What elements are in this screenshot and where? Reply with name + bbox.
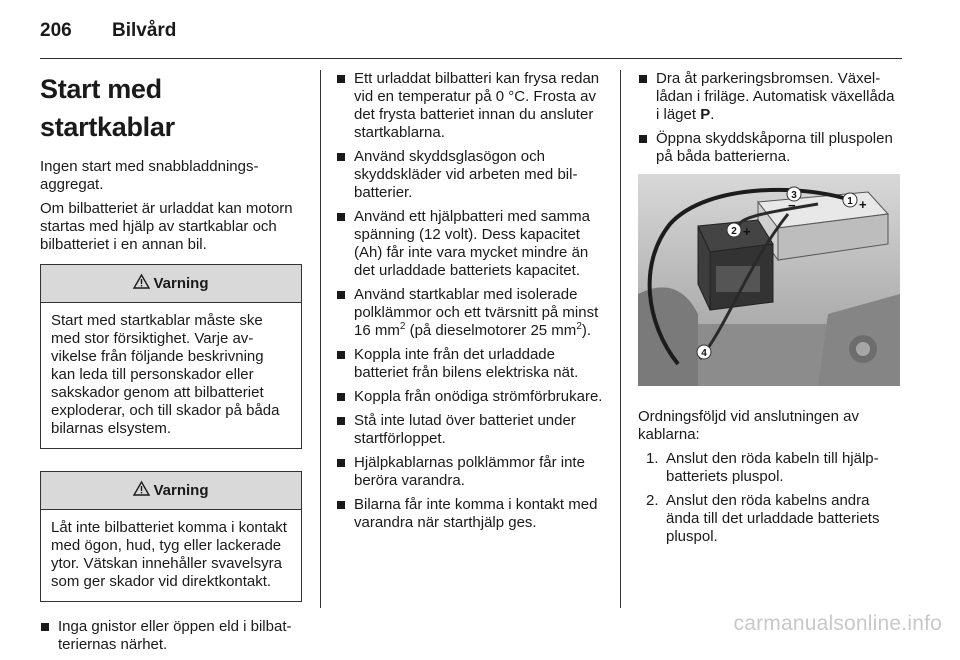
square-bullet-icon <box>639 75 647 83</box>
list-item: Öppna skyddskåporna till pluspolen på båda batterierna. <box>638 130 900 166</box>
cable-spec-text: Använd startkablar med isolerade polklämmor och ett tvärsnitt på minst 16 $mm^2$ (på dieselmotorer 25 $mm^2$). <box>354 286 599 339</box>
warning-header-1 <box>41 265 301 303</box>
list-item: Koppla inte från det urladdade batteriet från bilens elektriska nät. <box>336 346 604 382</box>
list-item: 1. Anslut den röda kabeln till hjälpbatteriets pluspol. <box>646 450 879 485</box>
square-bullet-icon <box>337 393 345 401</box>
list-item: Inga gnistor eller öppen eld i bilbatteriernas närhet. <box>40 618 302 654</box>
page-number: 206 <box>40 20 72 41</box>
list-item: Stå inte lutad över batteriet under startförloppet. <box>336 412 604 448</box>
column-divider-1 <box>320 70 321 608</box>
parking-text: Dra åt parkeringsbromsen. Växellådan i friläge. Automatisk växellåda i läget P. <box>656 70 895 123</box>
callout-2: 2 <box>731 226 737 237</box>
page-header <box>40 14 176 48</box>
warning-header-2 <box>41 472 301 510</box>
list-item: 2. Anslut den röda kabelns andra ända till det urladdade batteriets pluspol. <box>646 492 880 545</box>
list-item <box>638 70 900 124</box>
list-item: Koppla från onödiga strömförbrukare. <box>336 388 604 406</box>
column-2 <box>336 70 604 538</box>
watermark: carmanualsonline.info <box>733 612 942 635</box>
warning-triangle-icon <box>133 274 150 293</box>
header-rule <box>40 58 902 59</box>
callout-4: 4 <box>701 348 707 359</box>
warning-box-1 <box>40 264 302 449</box>
warning-label-2: Varning <box>153 482 209 499</box>
square-bullet-icon <box>337 75 345 83</box>
list-item: Bilarna får inte komma i kontakt med varandra när starthjälp ges. <box>336 496 604 532</box>
callout-1: 1 <box>847 196 853 207</box>
minus-sign: − <box>788 198 796 213</box>
square-bullet-icon <box>337 153 345 161</box>
intro-paragraph-1: Ingen start med snabbladdningsaggregat. <box>40 158 259 193</box>
square-bullet-icon <box>337 213 345 221</box>
warning-box-2 <box>40 471 302 602</box>
steps-list <box>646 450 900 546</box>
column-3 <box>638 70 900 552</box>
section-title: Bilvård <box>112 20 177 41</box>
warning-label-1: Varning <box>153 275 209 292</box>
square-bullet-icon <box>337 459 345 467</box>
square-bullet-icon <box>337 501 345 509</box>
plus-sign-1: + <box>859 197 867 212</box>
callout-3: 3 <box>791 190 797 201</box>
list-item: Hjälpkablarnas polklämmor får inte beröra varandra. <box>336 454 604 490</box>
square-bullet-icon <box>41 623 49 631</box>
warning-text-2: Låt inte bilbatteriet komma i kontakt med ögon, hud, tyg eller lackerade ytor. Vätskan innehåller svavelsyra som ger skador vid direktkontakt. <box>51 519 287 590</box>
list-item: Använd skyddsglasögon och skyddskläder vid arbeten med bilbatterier. <box>336 148 604 202</box>
square-bullet-icon <box>337 417 345 425</box>
intro-paragraph-2: Om bilbatteriet är urladdat kan motorn startas med hjälp av startkablar och bilbatteriet i en annan bil. <box>40 200 293 253</box>
warning-text-1: Start med startkablar måste ske med stor försiktighet. Varje avvikelse från följande beskrivning kan leda till personskador eller sakskador genom att bilbatteriet exploderar, och till skador på båda bilarnas elsystem. <box>51 312 280 437</box>
bullet-list-col3 <box>638 70 900 166</box>
square-bullet-icon <box>639 135 647 143</box>
battery-jumpstart-figure <box>638 174 900 386</box>
list-item <box>336 286 604 340</box>
page-title: Start med startkablar <box>40 74 175 142</box>
column-1 <box>40 70 302 660</box>
square-bullet-icon <box>337 291 345 299</box>
plus-sign-2: + <box>743 224 751 239</box>
list-item: Ett urladdat bilbatteri kan frysa redan vid en temperatur på 0 °C. Frosta av det frysta batteriet innan du ansluter startkablarna. <box>336 70 604 142</box>
warning-triangle-icon <box>133 481 150 500</box>
square-bullet-icon <box>337 351 345 359</box>
column-divider-2 <box>620 70 621 608</box>
bullet-list-col1 <box>40 618 302 654</box>
list-item: Använd ett hjälpbatteri med samma spänning (12 volt). Dess kapacitet (Ah) får inte vara mycket mindre än det urladdade batteriets kapacitet. <box>336 208 604 280</box>
order-intro: Ordningsföljd vid anslutningen av kablarna: <box>638 408 859 443</box>
bullet-list-col2 <box>336 70 604 532</box>
